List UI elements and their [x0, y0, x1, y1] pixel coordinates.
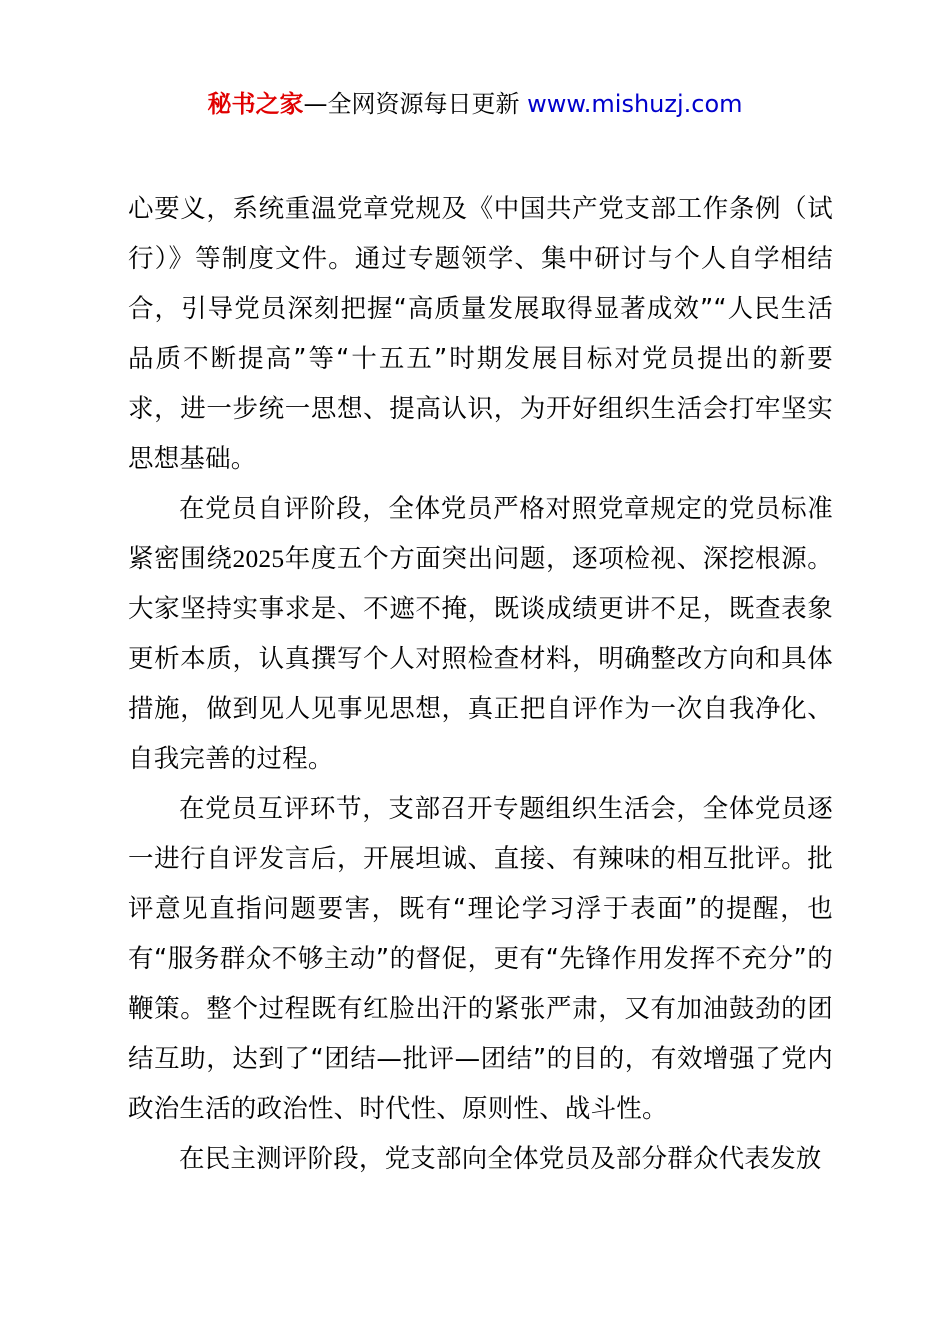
site-url-link[interactable]: www.mishuzj.com — [527, 90, 743, 118]
page-header — [0, 88, 950, 120]
header-tagline: —全网资源每日更新 — [303, 90, 528, 118]
document-body — [128, 184, 833, 1184]
paragraph-1: 心要义，系统重温党章党规及《中国共产党支部工作条例（试行）》等制度文件。通过专题领学、集中研讨与个人自学相结合，引导党员深刻把握“高质量发展取得显著成效”“人民生活品质不断提高”等“十五五”时期发展目标对党员提出的新要求，进一步统一思想、提高认识，为开好组织生活会打牢坚实思想基础。 — [128, 194, 833, 474]
paragraph-2-text-b: 年度五个方面突出问题，逐项检视、深挖根源。大家坚持实事求是、不遮不掩，既谈成绩更讲不足，既查表象更析本质，认真撰写个人对照检查材料，明确整改方向和具体措施，做到见人见事见思想，真正把自评作为一次自我净化、自我完善的过程。 — [128, 544, 833, 774]
paragraph-2-text-a: 在党员自评阶段，全体党员严格对照党章规定的党员标准紧密围绕 — [128, 494, 833, 574]
brand-name: 秘书之家 — [207, 90, 304, 118]
paragraph-3: 在党员互评环节，支部召开专题组织生活会，全体党员逐一进行自评发言后，开展坦诚、直接、有辣味的相互批评。批评意见直指问题要害，既有“理论学习浮于表面”的提醒，也有“服务群众不够主动”的督促，更有“先锋作用发挥不充分”的鞭策。整个过程既有红脸出汗的紧张严肃，又有加油鼓劲的团结互助，达到了“团结—批评—团结”的目的，有效增强了党内政治生活的政治性、时代性、原则性、战斗性。 — [128, 794, 833, 1124]
paragraph-4: 在民主测评阶段，党支部向全体党员及部分群众代表发放 — [179, 1144, 822, 1174]
paragraph-2-year: 2025 — [232, 544, 285, 573]
paragraph-2 — [128, 484, 833, 784]
